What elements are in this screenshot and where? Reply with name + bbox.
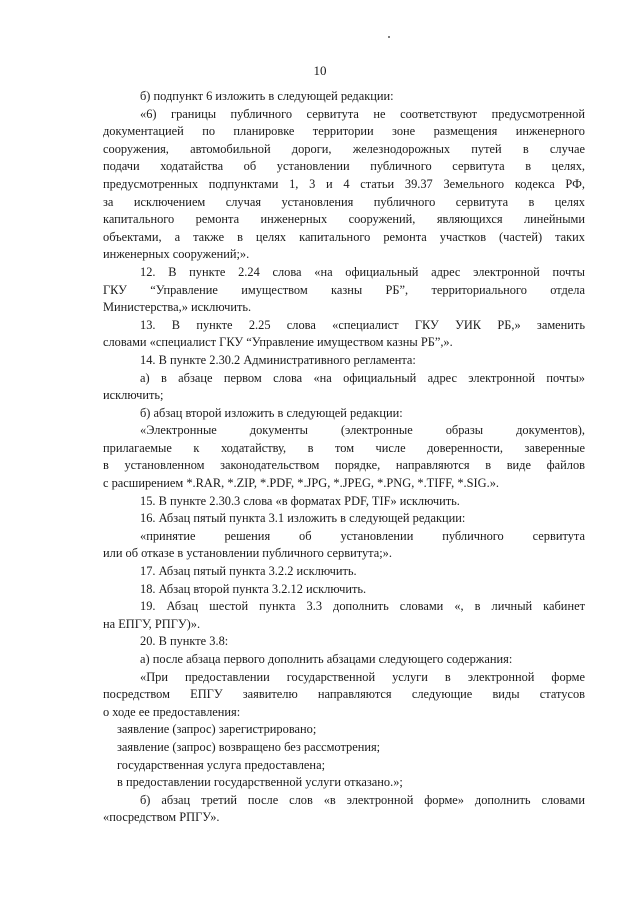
- text-line: 16. Абзац пятый пункта 3.1 изложить в следующей редакции:: [140, 511, 466, 526]
- text-line: инженерных сооружений;».: [103, 247, 250, 262]
- text-line: 18. Абзац второй пункта 3.2.12 исключить.: [140, 581, 367, 596]
- text-line: заявление (запрос) возвращено без рассмотрения;: [117, 739, 381, 754]
- text-line: «посредством РПГУ».: [103, 810, 220, 825]
- text-line: исключить;: [103, 388, 164, 403]
- text-line: о ходе ее предоставления:: [103, 704, 241, 719]
- page-number: 10: [313, 63, 327, 78]
- text-line: с расширением *.RAR, *.ZIP, *.PDF, *.JPG, *.JPEG, *.PNG, *.TIFF, *.SIG.».: [103, 476, 500, 491]
- text-line: сооружения, автомобильной дороги, железнодорожных путей в случае: [103, 141, 585, 156]
- text-line: 17. Абзац пятый пункта 3.2.2 исключить.: [140, 564, 357, 579]
- text-line: а) после абзаца первого дополнить абзацами следующего содержания:: [140, 652, 513, 666]
- text-line: предусмотренных подпунктами 1, 3 и 4 статьи 39.37 Земельного кодекса РФ,: [103, 176, 585, 191]
- text-line: «При предоставлении государственной услуги в электронной форме: [140, 669, 585, 684]
- text-line: объектами, а также в целях капитального ремонта участков (частей) таких: [103, 229, 585, 244]
- text-line: 12. В пункте 2.24 слова «на официальный адрес электронной почты: [140, 264, 585, 279]
- text-line: заявление (запрос) зарегистрировано;: [117, 722, 317, 737]
- text-line: словами «специалист ГКУ “Управление имуществом казны РБ”,».: [103, 335, 453, 350]
- scan-speck: [388, 36, 390, 38]
- document-body: [103, 88, 585, 827]
- text-line: б) абзац третий после слов «в электронной форме» дополнить словами: [140, 792, 585, 807]
- text-line: документацией по планировке территории зоне размещения инженерного: [103, 124, 585, 139]
- text-line: 20. В пункте 3.8:: [140, 634, 229, 649]
- text-line: Министерства,» исключить.: [103, 300, 252, 315]
- text-line: в предоставлении государственной услуги отказано.»;: [117, 775, 403, 790]
- text-line: 13. В пункте 2.25 слова «специалист ГКУ УИК РБ,» заменить: [140, 317, 585, 332]
- text-line: посредством ЕПГУ заявителю направляются следующие виды статусов: [103, 687, 585, 702]
- text-line: «Электронные документы (электронные образы документов),: [140, 423, 585, 438]
- text-line: 14. В пункте 2.30.2 Административного регламента:: [140, 352, 416, 367]
- text-line: подачи ходатайства об установлении публичного сервитута в целях,: [103, 159, 585, 174]
- text-line: за исключением случая установления публичного сервитута в целях: [103, 194, 585, 209]
- text-line: б) абзац второй изложить в следующей редакции:: [140, 405, 403, 420]
- text-line: прилагаемые к ходатайству, в том числе доверенности, заверенные: [103, 440, 585, 455]
- text-line: а) в абзаце первом слова «на официальный адрес электронной почты»: [140, 370, 585, 385]
- text-line: 19. Абзац шестой пункта 3.3 дополнить словами «, в личный кабинет: [140, 599, 585, 614]
- text-line: в установленном законодательством порядке, направляются в виде файлов: [103, 458, 585, 473]
- text-line: «принятие решения об установлении публичного сервитута: [140, 528, 585, 543]
- text-line: «6) границы публичного сервитута не соответствуют предусмотренной: [140, 106, 585, 121]
- text-line: капитального ремонта инженерных сооружений, являющихся линейными: [103, 212, 585, 227]
- text-line: 15. В пункте 2.30.3 слова «в форматах PDF, TIF» исключить.: [140, 493, 460, 508]
- text-line: ГКУ “Управление имуществом казны РБ”, территориального отдела: [103, 282, 585, 297]
- text-line: б) подпункт 6 изложить в следующей редакции:: [140, 89, 394, 103]
- text-line: или об отказе в установлении публичного сервитута;».: [103, 546, 392, 561]
- text-line: на ЕПГУ, РПГУ)».: [103, 616, 201, 631]
- text-line: государственная услуга предоставлена;: [117, 757, 326, 772]
